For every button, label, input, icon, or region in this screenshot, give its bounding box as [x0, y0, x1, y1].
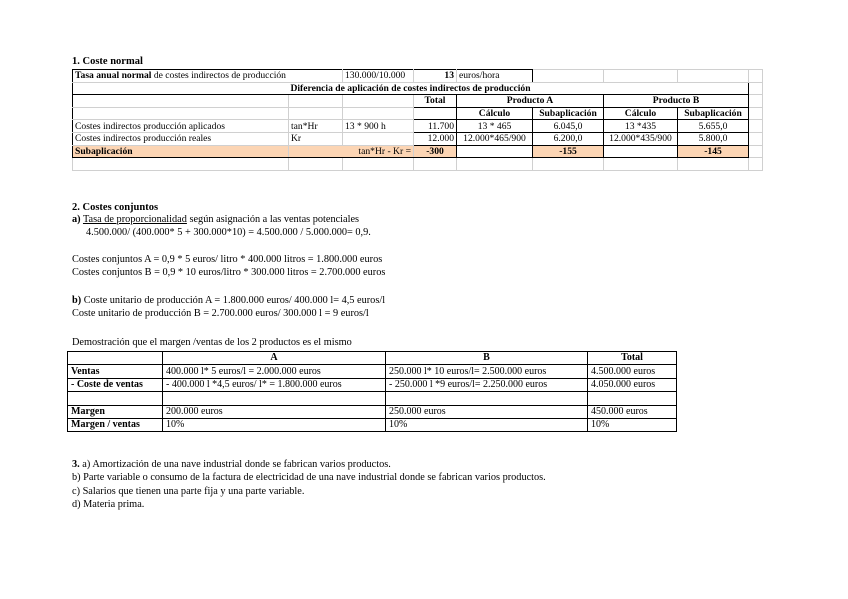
- sub-label: Subaplicación: [73, 145, 289, 158]
- row-label: Ventas: [68, 365, 163, 378]
- cell-a: 10%: [163, 418, 386, 431]
- table-row: [73, 132, 763, 145]
- sub-a: -155: [533, 145, 604, 158]
- demo-title: Demostración que el margen /ventas de los 2 productos es el mismo: [72, 337, 352, 348]
- section-3-c: c) Salarios que tienen una parte fija y una parte variable.: [72, 486, 305, 497]
- tasa-value: 13: [414, 70, 457, 83]
- cell-b: 250.000 l* 10 euros/l= 2.500.000 euros: [386, 365, 588, 378]
- coste-unitario-b: Coste unitario de producción B = 2.700.000 euros/ 300.000 l = 9 euros/l: [72, 308, 369, 319]
- coste-unitario-a: b) Coste unitario de producción A = 1.800.000 euros/ 400.000 l= 4,5 euros/l: [72, 295, 386, 306]
- row-formula: tan*Hr: [289, 120, 343, 133]
- row-b-calc: 12.000*435/900: [604, 132, 678, 145]
- cell-a: - 400.000 l *4,5 euros/ l* = 1.800.000 euros: [163, 378, 386, 391]
- tasa-label: Tasa anual normal de costes indirectos de producción: [73, 70, 343, 83]
- cell-b: 10%: [386, 418, 588, 431]
- col-a-calculo: Cálculo: [457, 107, 533, 120]
- row-calc: [343, 132, 414, 145]
- header-cell: B: [386, 352, 588, 365]
- col-b-subaplicacion: Subaplicación: [678, 107, 749, 120]
- tasa-formula: 4.500.000/ (400.000* 5 + 300.000*10) = 4.500.000 / 5.000.000= 0,9.: [86, 227, 371, 238]
- section-3-a: 3. a) Amortización de una nave industrial donde se fabrican varios productos.: [72, 459, 391, 470]
- section-3-b: b) Parte variable o consumo de la factura de electricidad de una nave industrial donde se fabrican varios productos.: [72, 472, 546, 483]
- col-total: Total: [414, 95, 457, 108]
- table-row: [73, 120, 763, 133]
- coste-normal-table: [72, 69, 763, 171]
- row-a-calc: 12.000*465/900: [457, 132, 533, 145]
- sub-total: -300: [414, 145, 457, 158]
- table-title: Diferencia de aplicación de costes indirectos de producción: [73, 82, 749, 95]
- costes-conjuntos-b: Costes conjuntos B = 0,9 * 10 euros/litro * 300.000 litros = 2.700.000 euros: [72, 267, 386, 278]
- col-a-subaplicacion: Subaplicación: [533, 107, 604, 120]
- row-b-calc: 13 *435: [604, 120, 678, 133]
- row-label: Margen: [68, 405, 163, 418]
- row-calc: 13 * 900 h: [343, 120, 414, 133]
- col-producto-b: Producto B: [604, 95, 749, 108]
- sub-formula: tan*Hr - Kr =: [289, 145, 414, 158]
- row-label: - Coste de ventas: [68, 378, 163, 391]
- tasa-calc: 130.000/10.000: [343, 70, 414, 83]
- cell-b: - 250.000 l *9 euros/l= 2.250.000 euros: [386, 378, 588, 391]
- cell-a: 400.000 l* 5 euros/l = 2.000.000 euros: [163, 365, 386, 378]
- row-b-sub: 5.655,0: [678, 120, 749, 133]
- table-row: [68, 392, 677, 405]
- section-2-title: 2. Costes conjuntos: [72, 202, 159, 213]
- row-total: 12.000: [414, 132, 457, 145]
- table-header-row: [68, 352, 677, 365]
- table-row: [68, 405, 677, 418]
- margen-table: [67, 351, 677, 432]
- subaplicacion-row: [73, 145, 763, 158]
- header-cell: A: [163, 352, 386, 365]
- row-a-calc: 13 * 465: [457, 120, 533, 133]
- cell-b: 250.000 euros: [386, 405, 588, 418]
- row-a-sub: 6.045,0: [533, 120, 604, 133]
- row-label: [68, 392, 163, 405]
- cell-total: 450.000 euros: [588, 405, 677, 418]
- row-formula: Kr: [289, 132, 343, 145]
- cell-a: 200.000 euros: [163, 405, 386, 418]
- cell-b: [386, 392, 588, 405]
- row-label: Costes indirectos producción aplicados: [73, 120, 289, 133]
- col-b-calculo: Cálculo: [604, 107, 678, 120]
- col-producto-a: Producto A: [457, 95, 604, 108]
- sub-b: -145: [678, 145, 749, 158]
- header-cell: Total: [588, 352, 677, 365]
- table-row: [68, 365, 677, 378]
- row-label: Costes indirectos producción reales: [73, 132, 289, 145]
- row-b-sub: 5.800,0: [678, 132, 749, 145]
- table-row: [68, 418, 677, 431]
- tasa-unit: euros/hora: [457, 70, 533, 83]
- tasa-proporcionalidad-line: a) Tasa de proporcionalidad según asignación a las ventas potenciales: [72, 214, 360, 225]
- cell-a: [163, 392, 386, 405]
- row-a-sub: 6.200,0: [533, 132, 604, 145]
- row-total: 11.700: [414, 120, 457, 133]
- cell-total: 10%: [588, 418, 677, 431]
- header-cell: [68, 352, 163, 365]
- costes-conjuntos-a: Costes conjuntos A = 0,9 * 5 euros/ litro * 400.000 litros = 1.800.000 euros: [72, 254, 383, 265]
- section-3-d: d) Materia prima.: [72, 499, 145, 510]
- section-1-title: 1. Coste normal: [72, 56, 143, 67]
- table-row: [68, 378, 677, 391]
- cell-total: 4.050.000 euros: [588, 378, 677, 391]
- cell-total: [588, 392, 677, 405]
- row-label: Margen / ventas: [68, 418, 163, 431]
- cell-total: 4.500.000 euros: [588, 365, 677, 378]
